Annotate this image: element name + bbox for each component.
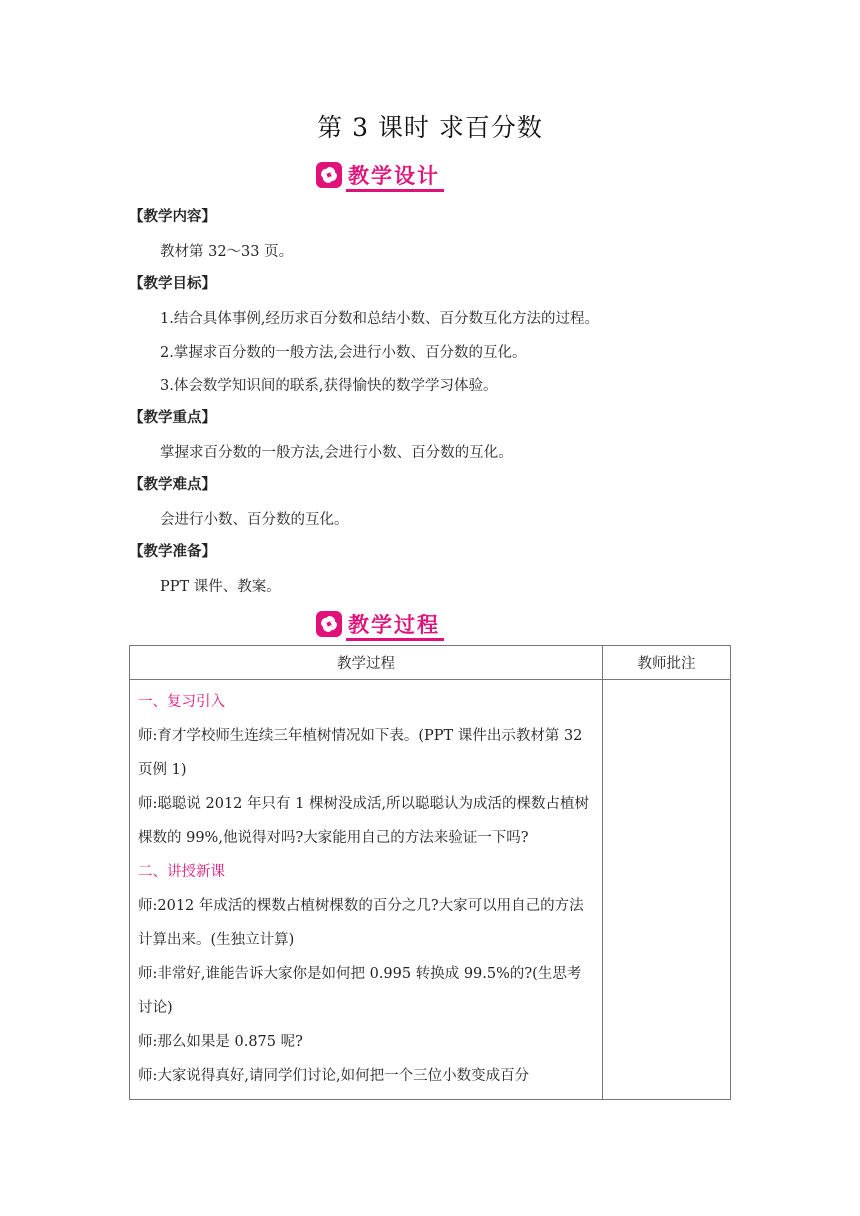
banner-teaching-process bbox=[316, 609, 440, 639]
lesson-line: 棵数的 99%,他说得对吗?大家能用自己的方法来验证一下吗? bbox=[138, 830, 529, 846]
process-table bbox=[129, 645, 731, 1100]
table-body-row bbox=[130, 680, 731, 1100]
lesson-line: 计算出来。(生独立计算) bbox=[138, 932, 295, 948]
lesson-line: 页例 1) bbox=[138, 762, 187, 778]
banner-teaching-design bbox=[316, 160, 440, 190]
section-heading: 【教学内容】 bbox=[129, 209, 216, 225]
section-text: 1.结合具体事例,经历求百分数和总结小数、百分数互化方法的过程。 bbox=[160, 311, 599, 327]
swirl-logo-icon bbox=[316, 611, 342, 637]
section-heading: 【教学目标】 bbox=[129, 276, 216, 292]
step-heading: 一、复习引入 bbox=[138, 694, 225, 710]
step-heading: 二、讲授新课 bbox=[138, 864, 225, 880]
lesson-line: 师:育才学校师生连续三年植树情况如下表。(PPT 课件出示教材第 32 bbox=[138, 728, 583, 744]
lesson-line: 师:非常好,谁能告诉大家你是如何把 0.995 转换成 99.5%的?(生思考 bbox=[138, 966, 582, 982]
section-text: 3.体会数学知识间的联系,获得愉快的数学学习体验。 bbox=[160, 378, 498, 394]
lesson-line: 讨论) bbox=[138, 1000, 173, 1016]
header-teacher-notes: 教师批注 bbox=[602, 646, 730, 680]
section-text: 教材第 32～33 页。 bbox=[160, 244, 294, 260]
section-heading: 【教学准备】 bbox=[129, 544, 216, 560]
banner-label: 教学过程 bbox=[348, 613, 440, 637]
lesson-line: 师:大家说得真好,请同学们讨论,如何把一个三位小数变成百分 bbox=[138, 1068, 530, 1084]
banner-underline bbox=[346, 638, 444, 641]
section-text: PPT 课件、教案。 bbox=[160, 579, 281, 595]
header-process: 教学过程 bbox=[130, 646, 603, 680]
banner-underline bbox=[346, 189, 444, 192]
teacher-notes-cell bbox=[602, 680, 730, 1100]
lesson-line: 师:那么如果是 0.875 呢? bbox=[138, 1034, 303, 1050]
section-text: 掌握求百分数的一般方法,会进行小数、百分数的互化。 bbox=[160, 445, 513, 461]
lesson-line: 师:2012 年成活的棵数占植树棵数的百分之几?大家可以用自己的方法 bbox=[138, 898, 584, 914]
page-title: 第 3 课时 求百分数 bbox=[317, 113, 543, 142]
lesson-line: 师:聪聪说 2012 年只有 1 棵树没成活,所以聪聪认为成活的棵数占植树 bbox=[138, 796, 590, 812]
swirl-logo-icon bbox=[316, 162, 342, 188]
table-header-row bbox=[130, 646, 731, 680]
banner-label: 教学设计 bbox=[348, 164, 440, 188]
section-heading: 【教学难点】 bbox=[129, 477, 216, 493]
section-heading: 【教学重点】 bbox=[129, 410, 216, 426]
section-text: 会进行小数、百分数的互化。 bbox=[160, 512, 349, 528]
section-text: 2.掌握求百分数的一般方法,会进行小数、百分数的互化。 bbox=[160, 344, 527, 361]
process-cell bbox=[130, 680, 603, 1100]
